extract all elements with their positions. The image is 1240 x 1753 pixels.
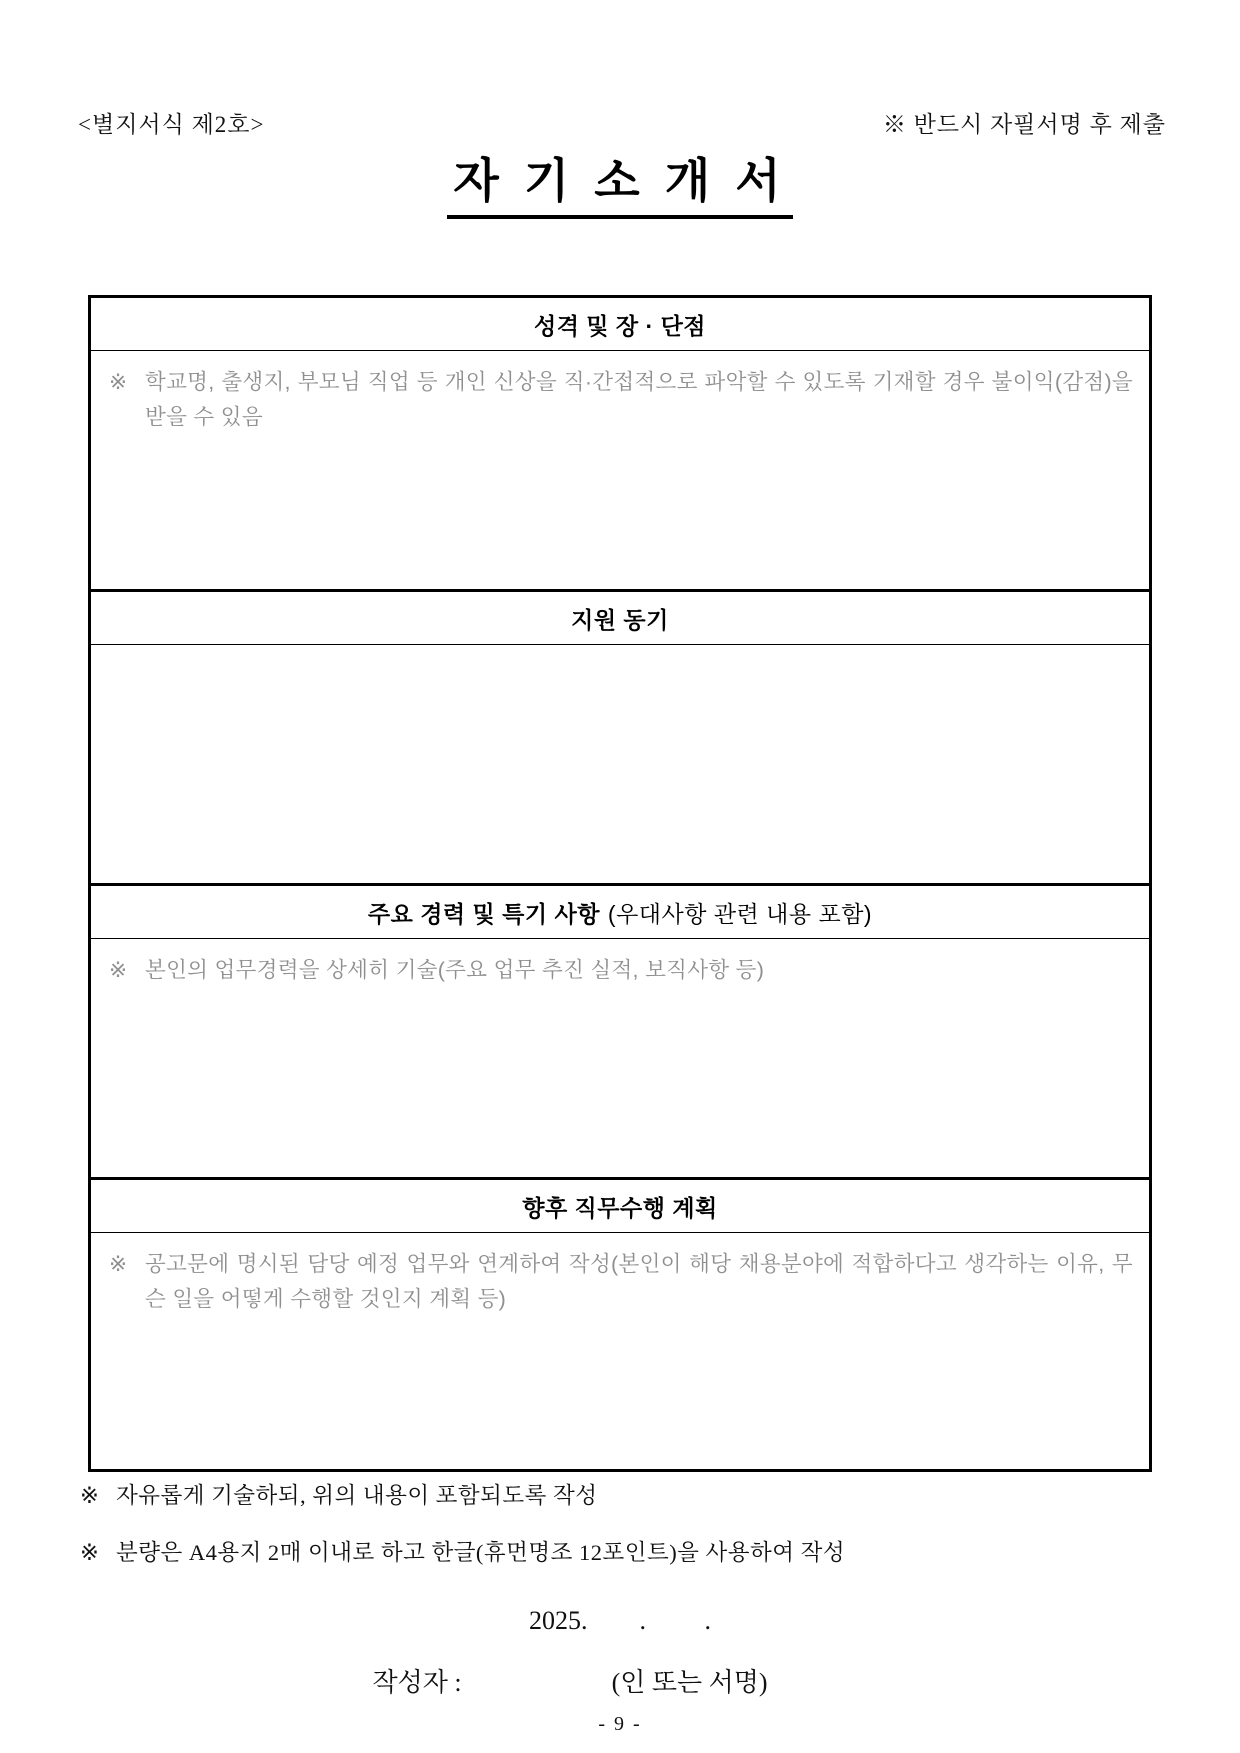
section-personality-note — [109, 365, 1133, 435]
section-plan-body — [91, 1233, 1149, 1469]
signature-required-note: ※ 반드시 자필서명 후 제출 — [882, 112, 1166, 137]
page-title: 자 기 소 개 서 — [447, 144, 792, 219]
section-plan — [91, 1177, 1149, 1469]
reference-mark: ※ — [80, 1483, 100, 1508]
reference-mark: ※ — [80, 1540, 100, 1565]
footer-note-2-text: 분량은 A4용지 2매 이내로 하고 한글(휴먼명조 12포인트)을 사용하여 작성 — [116, 1540, 846, 1565]
section-personality — [91, 298, 1149, 589]
footer-note-1-text: 자유롭게 기술하되, 위의 내용이 포함되도록 작성 — [116, 1483, 598, 1508]
note-text: 공고문에 명시된 담당 예정 업무와 연계하여 작성(본인이 해당 채용분야에 적합하다고 생각하는 이유, 무슨 일을 어떻게 수행할 것인지 계획 등) — [145, 1252, 1133, 1311]
header-meta-row — [78, 106, 1166, 139]
footer-note-1 — [80, 1480, 1160, 1512]
author-label: 작성자 : — [372, 1668, 462, 1697]
note-text: 본인의 업무경력을 상세히 기술(주요 업무 추진 실적, 보직사항 등) — [145, 958, 765, 982]
note-text: 학교명, 출생지, 부모님 직업 등 개인 신상을 직·간접적으로 파악할 수 있도록 기재할 경우 불이익(감점)을 받을 수 있음 — [145, 370, 1134, 429]
section-motivation-header — [91, 592, 1149, 645]
section-plan-note — [109, 1247, 1133, 1317]
section-motivation-title: 지원 동기 — [571, 606, 669, 633]
section-career — [91, 883, 1149, 1177]
section-plan-header — [91, 1180, 1149, 1233]
section-career-title: 주요 경력 및 특기 사항 — [367, 900, 600, 927]
date-line: 2025. . . — [529, 1606, 711, 1635]
section-career-title-sub: (우대사항 관련 내용 포함) — [607, 900, 873, 927]
section-career-header — [91, 886, 1149, 939]
section-career-body — [91, 939, 1149, 1177]
seal-or-signature-label: (인 또는 서명) — [611, 1668, 768, 1697]
section-motivation-body — [91, 645, 1149, 883]
page-number: - 9 - — [598, 1713, 642, 1735]
reference-mark: ※ — [109, 370, 128, 394]
reference-mark: ※ — [109, 1252, 128, 1276]
section-motivation — [91, 589, 1149, 883]
footer-note-2 — [80, 1537, 1160, 1569]
self-introduction-table — [88, 295, 1152, 1472]
signature-line — [0, 1662, 1190, 1699]
form-number-label: <별지서식 제2호> — [78, 112, 265, 137]
section-personality-body — [91, 351, 1149, 589]
section-plan-title: 향후 직무수행 계획 — [522, 1194, 718, 1221]
reference-mark: ※ — [109, 958, 128, 982]
section-career-note — [109, 953, 1133, 988]
title-wrap — [0, 144, 1240, 219]
section-personality-header — [91, 298, 1149, 351]
section-personality-title: 성격 및 장 · 단점 — [533, 312, 707, 339]
